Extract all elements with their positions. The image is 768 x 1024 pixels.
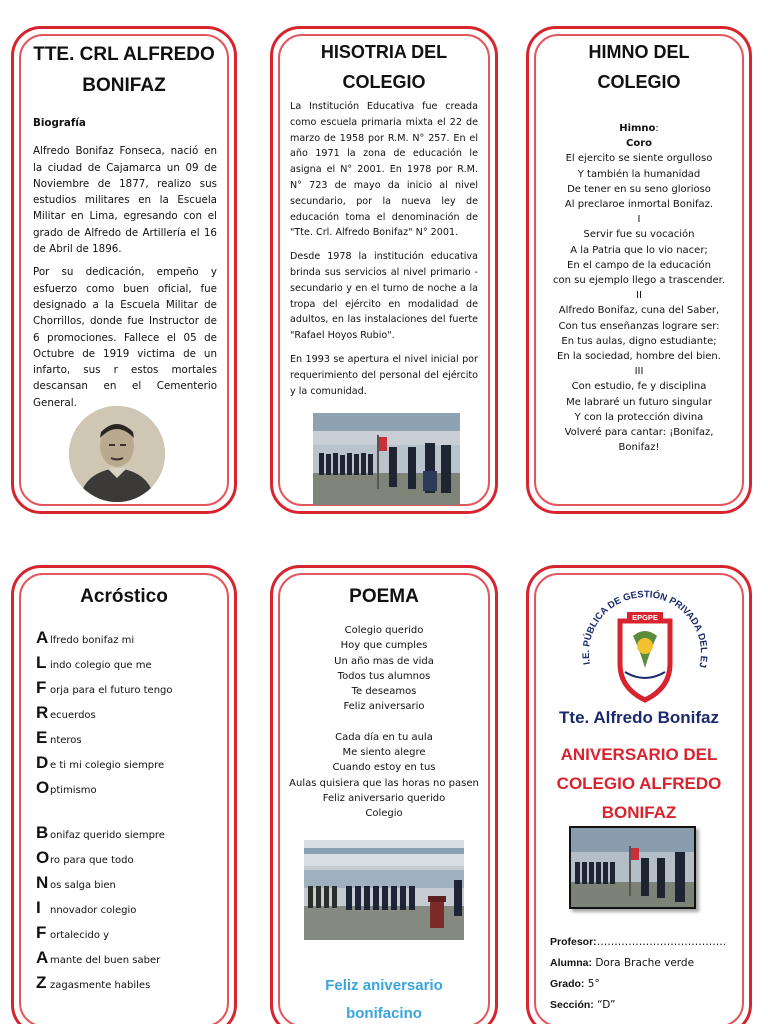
acrostic-letter: L bbox=[36, 653, 47, 672]
anthem-line: A la Patria que lo vio nacer; bbox=[570, 244, 708, 256]
panel-title: HIMNO DEL COLEGIO bbox=[588, 42, 690, 92]
panel-title: Acróstico bbox=[80, 586, 168, 607]
school-name: Tte. Alfredo Bonifaz bbox=[559, 708, 719, 727]
anthem-line: Me labraré un futuro singular bbox=[566, 396, 712, 408]
closing-line: bonifacino bbox=[346, 1005, 422, 1022]
acrostic-text: orja para el futuro tengo bbox=[50, 685, 173, 696]
acrostic-text: nnovador colegio bbox=[50, 905, 137, 916]
seccion-value: “D” bbox=[597, 999, 616, 1011]
anthem-line: El ejercito se siente orgulloso bbox=[565, 153, 713, 165]
acrostic-letter: A bbox=[36, 948, 49, 967]
history-paragraph: La Institución Educativa fue creada como escuela primaria mixta el 22 de marzo de 1958 por R.M. N° 257. En el año 1971 la zona de educación le asigna el N° 2001. En 1978 por R.M. N° 723 de mayo da inicio al nivel secundario, por la nueva ley de educación toma el denominación de "Tte. Crl. Alfredo Bonifaz" N° 2001. bbox=[290, 101, 478, 239]
poem-panel bbox=[270, 565, 498, 1024]
anthem-line: Con tus enseñanzas lograre ser: bbox=[558, 320, 720, 332]
crest-arc-text: I.E. PÚBLICA DE GESTIÓN PRIVADA DEL EJ bbox=[580, 589, 710, 669]
students-formation-photo bbox=[313, 413, 460, 505]
anthem-line: Alfredo Bonifaz, cuna del Saber, bbox=[558, 305, 720, 317]
profesor-label: Profesor: bbox=[550, 936, 597, 948]
poem-line: Todos tus alumnos bbox=[337, 670, 431, 682]
bio-paragraph: Por su dedicación, empeño y esfuerzo como buen oficial, fue designado a la Escuela Militar de Chorrillos, donde fue Instructor de 6 promociones. Fallece el 05 de Octubre de 1919 victima de un infarto, sus r estos mortales descansan en el Cementerio General. bbox=[33, 266, 217, 409]
portrait-photo bbox=[69, 406, 165, 502]
acrostic-text: lfredo bonifaz mi bbox=[50, 635, 135, 646]
acrostic-row bbox=[36, 973, 226, 998]
anthem-line: I bbox=[637, 214, 641, 226]
acrostic-row bbox=[36, 778, 226, 803]
poem-line: Colegio querido bbox=[344, 625, 424, 636]
anthem-panel bbox=[526, 26, 752, 514]
acrostic-text: ptimismo bbox=[50, 785, 97, 796]
poem-line: Un año mas de vida bbox=[334, 655, 434, 667]
grado-label: Grado: bbox=[550, 978, 585, 990]
panel-title: HISOTRIA DEL COLEGIO bbox=[320, 42, 448, 92]
acrostic-row bbox=[36, 873, 226, 898]
acrostic-row bbox=[36, 628, 226, 653]
acrostic-letter: O bbox=[36, 778, 50, 797]
anthem-line: Volveré para cantar: ¡Bonifaz, bbox=[564, 427, 714, 439]
acrostic-panel bbox=[11, 565, 237, 1024]
panel-title: TTE. CRL ALFREDO BONIFAZ bbox=[33, 44, 215, 96]
acrostic-text: os salga bien bbox=[50, 880, 116, 891]
poem-line: Feliz aniversario querido bbox=[322, 792, 446, 804]
acrostic-row bbox=[36, 678, 226, 703]
anthem-line: Bonifaz! bbox=[618, 442, 660, 454]
profesor-value: ………………………………. bbox=[596, 936, 727, 948]
seccion-label: Sección: bbox=[550, 999, 594, 1011]
anthem-line: De tener en su seno glorioso bbox=[567, 183, 711, 195]
acrostic-text: ecuerdos bbox=[50, 710, 96, 721]
acrostic-letter: R bbox=[36, 703, 49, 722]
acrostic-text: e ti mi colegio siempre bbox=[50, 760, 165, 771]
closing-message bbox=[273, 972, 495, 1024]
biography-panel bbox=[11, 26, 237, 514]
acrostic-letter: Z bbox=[36, 973, 47, 992]
acrostic-letter: N bbox=[36, 873, 49, 892]
acrostic-row bbox=[36, 753, 226, 778]
acrostic-text: onifaz querido siempre bbox=[50, 830, 165, 841]
acrostic-row bbox=[36, 848, 226, 873]
anthem-line: Y con la protección divina bbox=[574, 411, 704, 423]
acrostic-text: ro para que todo bbox=[50, 855, 134, 866]
closing-line: Feliz aniversario bbox=[325, 977, 443, 994]
acrostic-row bbox=[36, 948, 226, 973]
acrostic-letter: B bbox=[36, 823, 49, 842]
acrostic-row bbox=[36, 653, 226, 678]
cover-photo bbox=[569, 826, 696, 909]
acrostic-row bbox=[36, 823, 226, 848]
crest-banner: EPGPE bbox=[632, 613, 658, 622]
alumna-value: Dora Brache verde bbox=[595, 957, 695, 969]
acrostic-text: zagasmente habiles bbox=[50, 980, 151, 991]
history-paragraph: En 1993 se apertura el nivel inicial por requerimiento del personal del ejército y la comunidad. bbox=[290, 353, 478, 397]
history-body bbox=[290, 99, 478, 407]
acrostic-text: nteros bbox=[50, 735, 82, 746]
acrostic-letter: O bbox=[36, 848, 50, 867]
grado-value: 5° bbox=[587, 978, 600, 990]
anthem-line: con su ejemplo llego a trascender. bbox=[553, 275, 725, 287]
anthem-line: Y también la humanidad bbox=[577, 168, 701, 180]
poem-line: Colegio bbox=[365, 808, 403, 820]
anthem-line: Al preclaroe inmortal Bonifaz. bbox=[564, 199, 714, 211]
anthem-line: Servir fue su vocación bbox=[583, 229, 695, 241]
biography-body bbox=[33, 115, 217, 418]
acrostic-letter: E bbox=[36, 728, 48, 747]
poem-line: Cada día en tu aula bbox=[335, 731, 433, 743]
poem-line: Te deseamos bbox=[351, 686, 417, 698]
acrostic-text: ortalecido y bbox=[50, 930, 110, 941]
coro-label: Coro bbox=[625, 138, 652, 150]
bio-heading: Biografía bbox=[33, 117, 86, 129]
acrostic-row bbox=[36, 703, 226, 728]
acrostic-letter: I bbox=[36, 898, 41, 917]
poem-body bbox=[281, 623, 487, 822]
anthem-line: En el campo de la educación bbox=[567, 259, 711, 271]
anthem-line: En la sociedad, hombre del bien. bbox=[557, 351, 721, 363]
history-panel bbox=[270, 26, 498, 514]
acrostic-letter: F bbox=[36, 678, 47, 697]
himno-label: Himno bbox=[619, 123, 656, 134]
cover-panel bbox=[526, 565, 752, 1024]
acrostic-list bbox=[36, 628, 226, 998]
acrostic-text: mante del buen saber bbox=[50, 955, 161, 966]
history-paragraph: Desde 1978 la institución educativa brinda sus servicios al nivel primario - secundario y en el turno de noche a la tropa del ejército en modalidad de adultos, en las instalaciones del fuerte "Rafael Hoyos Rubio". bbox=[290, 251, 478, 342]
anthem-line: III bbox=[634, 366, 644, 378]
anthem-body: Himno: Coro El ejercito se siente orgulloso Y también la humanidad De tener en su seno glorioso Al preclaroe inmortal Bonifaz. I Servir fue su vocación A la Patria que lo vio nacer; En el campo de la educación con su ejemplo llego a trascender. II Alfredo Bonifaz, cuna del Saber, Con tus enseñanzas lograre ser: En tus aulas, digno estudiante; En la sociedad, hombre del bien. III Con estudio, fe y disciplina Me labraré un futuro singular Y con la protección divina Volveré para cantar: ¡Bonifaz, Bonifaz! bbox=[541, 121, 737, 455]
anniversary-title: ANIVERSARIO DEL COLEGIO ALFREDO BONIFAZ bbox=[556, 745, 722, 822]
acrostic-text: indo colegio que me bbox=[50, 660, 152, 671]
acrostic-row bbox=[36, 923, 226, 948]
alumna-label: Alumna: bbox=[550, 957, 592, 969]
bio-paragraph: Alfredo Bonifaz Fonseca, nació en la ciudad de Cajamarca un 09 de Noviembre de 1877, realizo sus estudios militares en la Escuela Militar en Lima, egresando con el grado de Alfredo de Artillería el 16 de Abril de 1896. bbox=[33, 145, 217, 256]
acrostic-letter: F bbox=[36, 923, 47, 942]
poem-line: Feliz aniversario bbox=[343, 701, 425, 713]
student-info bbox=[550, 932, 741, 1016]
acrostic-row bbox=[36, 728, 226, 753]
poem-line: Me siento alegre bbox=[342, 747, 426, 759]
poem-line: Cuando estoy en tus bbox=[332, 762, 436, 774]
school-crest-logo bbox=[575, 576, 715, 716]
poem-line: Aulas quisiera que las horas no pasen bbox=[289, 777, 479, 789]
acrostic-letter: D bbox=[36, 753, 49, 772]
anthem-line: Con estudio, fe y disciplina bbox=[571, 381, 707, 393]
anthem-line: En tus aulas, digno estudiante; bbox=[561, 335, 717, 347]
poem-line: Hoy que cumples bbox=[340, 640, 428, 652]
acrostic-row bbox=[36, 898, 226, 923]
panel-title: POEMA bbox=[349, 586, 419, 607]
anthem-line: II bbox=[636, 290, 642, 302]
acrostic-letter: A bbox=[36, 628, 49, 647]
ceremony-photo bbox=[304, 840, 464, 940]
